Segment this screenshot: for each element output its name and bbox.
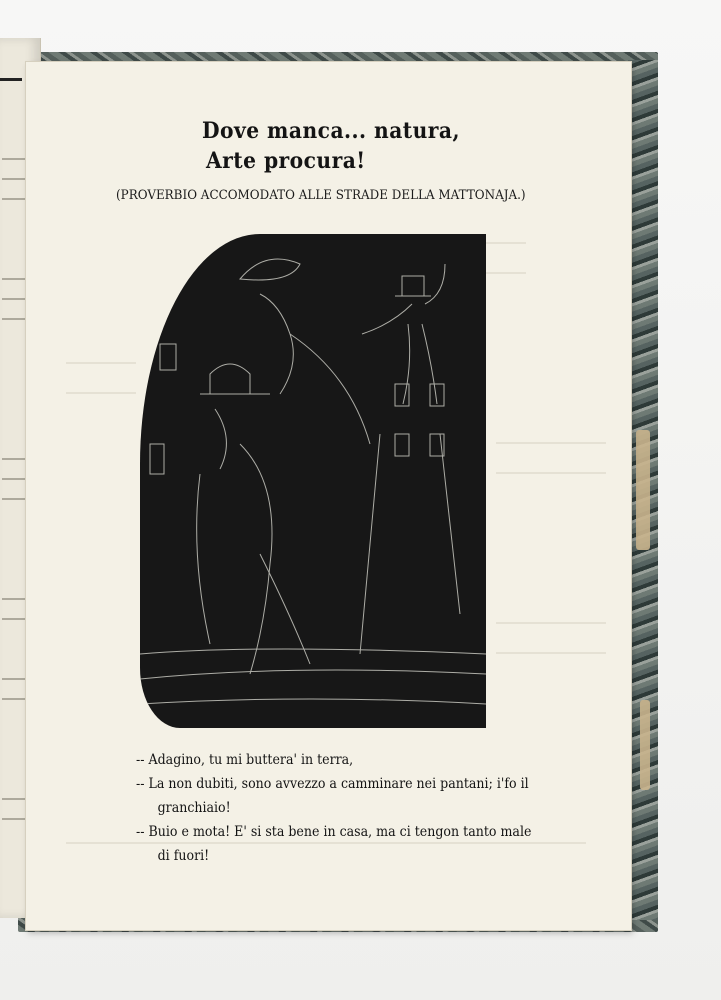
dialogue-line: -- La non dubiti, sono avvezzo a camminare nei pantani; i'fo il: [136, 776, 529, 792]
woodcut-illustration: [140, 234, 486, 728]
facing-page-rule: [0, 78, 22, 81]
dialogue-line: -- Adagino, tu mi buttera' in terra,: [136, 752, 354, 768]
dialogue-line: -- Buio e mota! E' si sta bene in casa, ma ci tengon tanto male: [136, 824, 532, 840]
torn-board-patch: [640, 700, 650, 790]
torn-board-patch: [636, 430, 650, 550]
dialogue-caption: [136, 748, 566, 868]
dialogue-line: granchiaio!: [157, 800, 231, 816]
woodcut-drawing: [140, 234, 486, 728]
printed-page: [26, 62, 631, 930]
dialogue-line: di fuori!: [157, 848, 210, 864]
heading-line-1: Dove manca... natura,: [202, 118, 460, 144]
subtitle: (PROVERBIO ACCOMODATO ALLE STRADE DELLA MATTONAJA.): [116, 188, 526, 203]
heading-line-2: Arte procura!: [206, 148, 366, 174]
